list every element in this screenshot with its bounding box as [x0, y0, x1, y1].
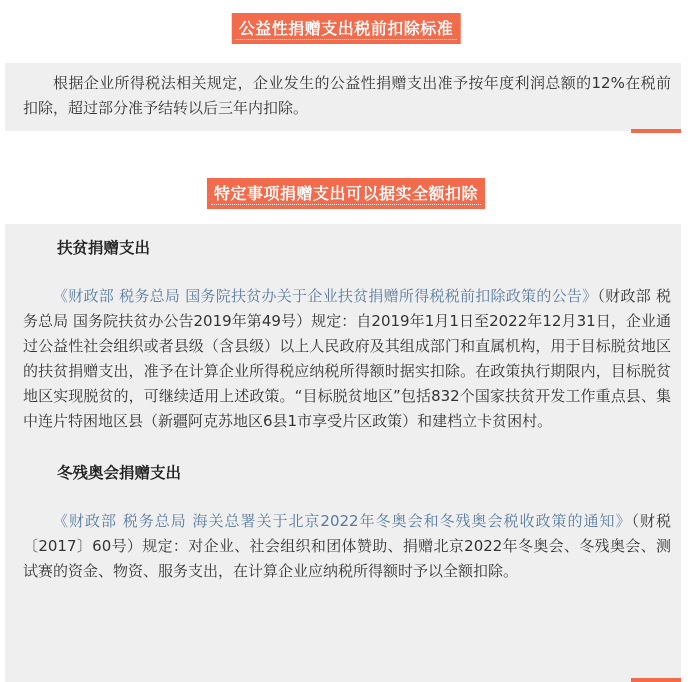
accent-bar — [631, 678, 681, 682]
section-title-charitable-donation — [232, 13, 461, 44]
special-donation-panel — [5, 224, 681, 682]
poverty-body: （财政部 税务总局 国务院扶贫办公告2019年第49号）规定：自2019年1月1日至2022年12月31日，企业通过公益性社会组织或者县级（含县级）以上人民政府及其组成部门和直属机构，用于目标脱贫地区的扶贫捐赠支出，准予在计算企业所得税应纳税所得额时据实扣除。在政策执行期限内，目标脱贫地区实现脱贫的，可继续适用上述政策。“目标脱贫地区”包括832个国家扶贫开发工作重点县、集中连片特困地区县（新疆阿克苏地区6县1市享受片区政策）和建档立卡贫困村。 — [23, 287, 671, 430]
paralympics-heading: 冬残奥会捐赠支出 — [57, 464, 182, 482]
accent-bar — [631, 129, 681, 133]
section-title-special-donation — [207, 178, 485, 209]
paralympics-paragraph — [23, 509, 671, 584]
paralympics-law-title[interactable]: 《财政部 税务总局 海关总署关于北京2022年冬奥会和冬残奥会税收政策的通知》 — [53, 512, 632, 530]
poverty-paragraph — [23, 284, 671, 434]
section-title-text: 公益性捐赠支出税前扣除标准 — [238, 19, 454, 38]
dotted-underline — [211, 204, 481, 205]
poverty-law-title[interactable]: 《财政部 税务总局 国务院扶贫办关于企业扶贫捐赠所得税税前扣除政策的公告》 — [53, 287, 598, 305]
poverty-heading: 扶贫捐赠支出 — [57, 239, 151, 257]
charitable-donation-panel — [5, 63, 681, 131]
charitable-donation-text: 根据企业所得税法相关规定，企业发生的公益性捐赠支出准予按年度利润总额的12%在税前扣除，超过部分准予结转以后三年内扣除。 — [23, 74, 671, 117]
paralympics-body: （财税〔2017〕60号）规定：对企业、社会组织和团体赞助、捐赠北京2022年冬奥会、冬残奥会、测试赛的资金、物资、服务支出，在计算企业应纳税所得额时予以全额扣除。 — [23, 512, 671, 580]
dotted-underline — [236, 39, 457, 40]
section-title-text: 特定事项捐赠支出可以据实全额扣除 — [213, 184, 479, 203]
